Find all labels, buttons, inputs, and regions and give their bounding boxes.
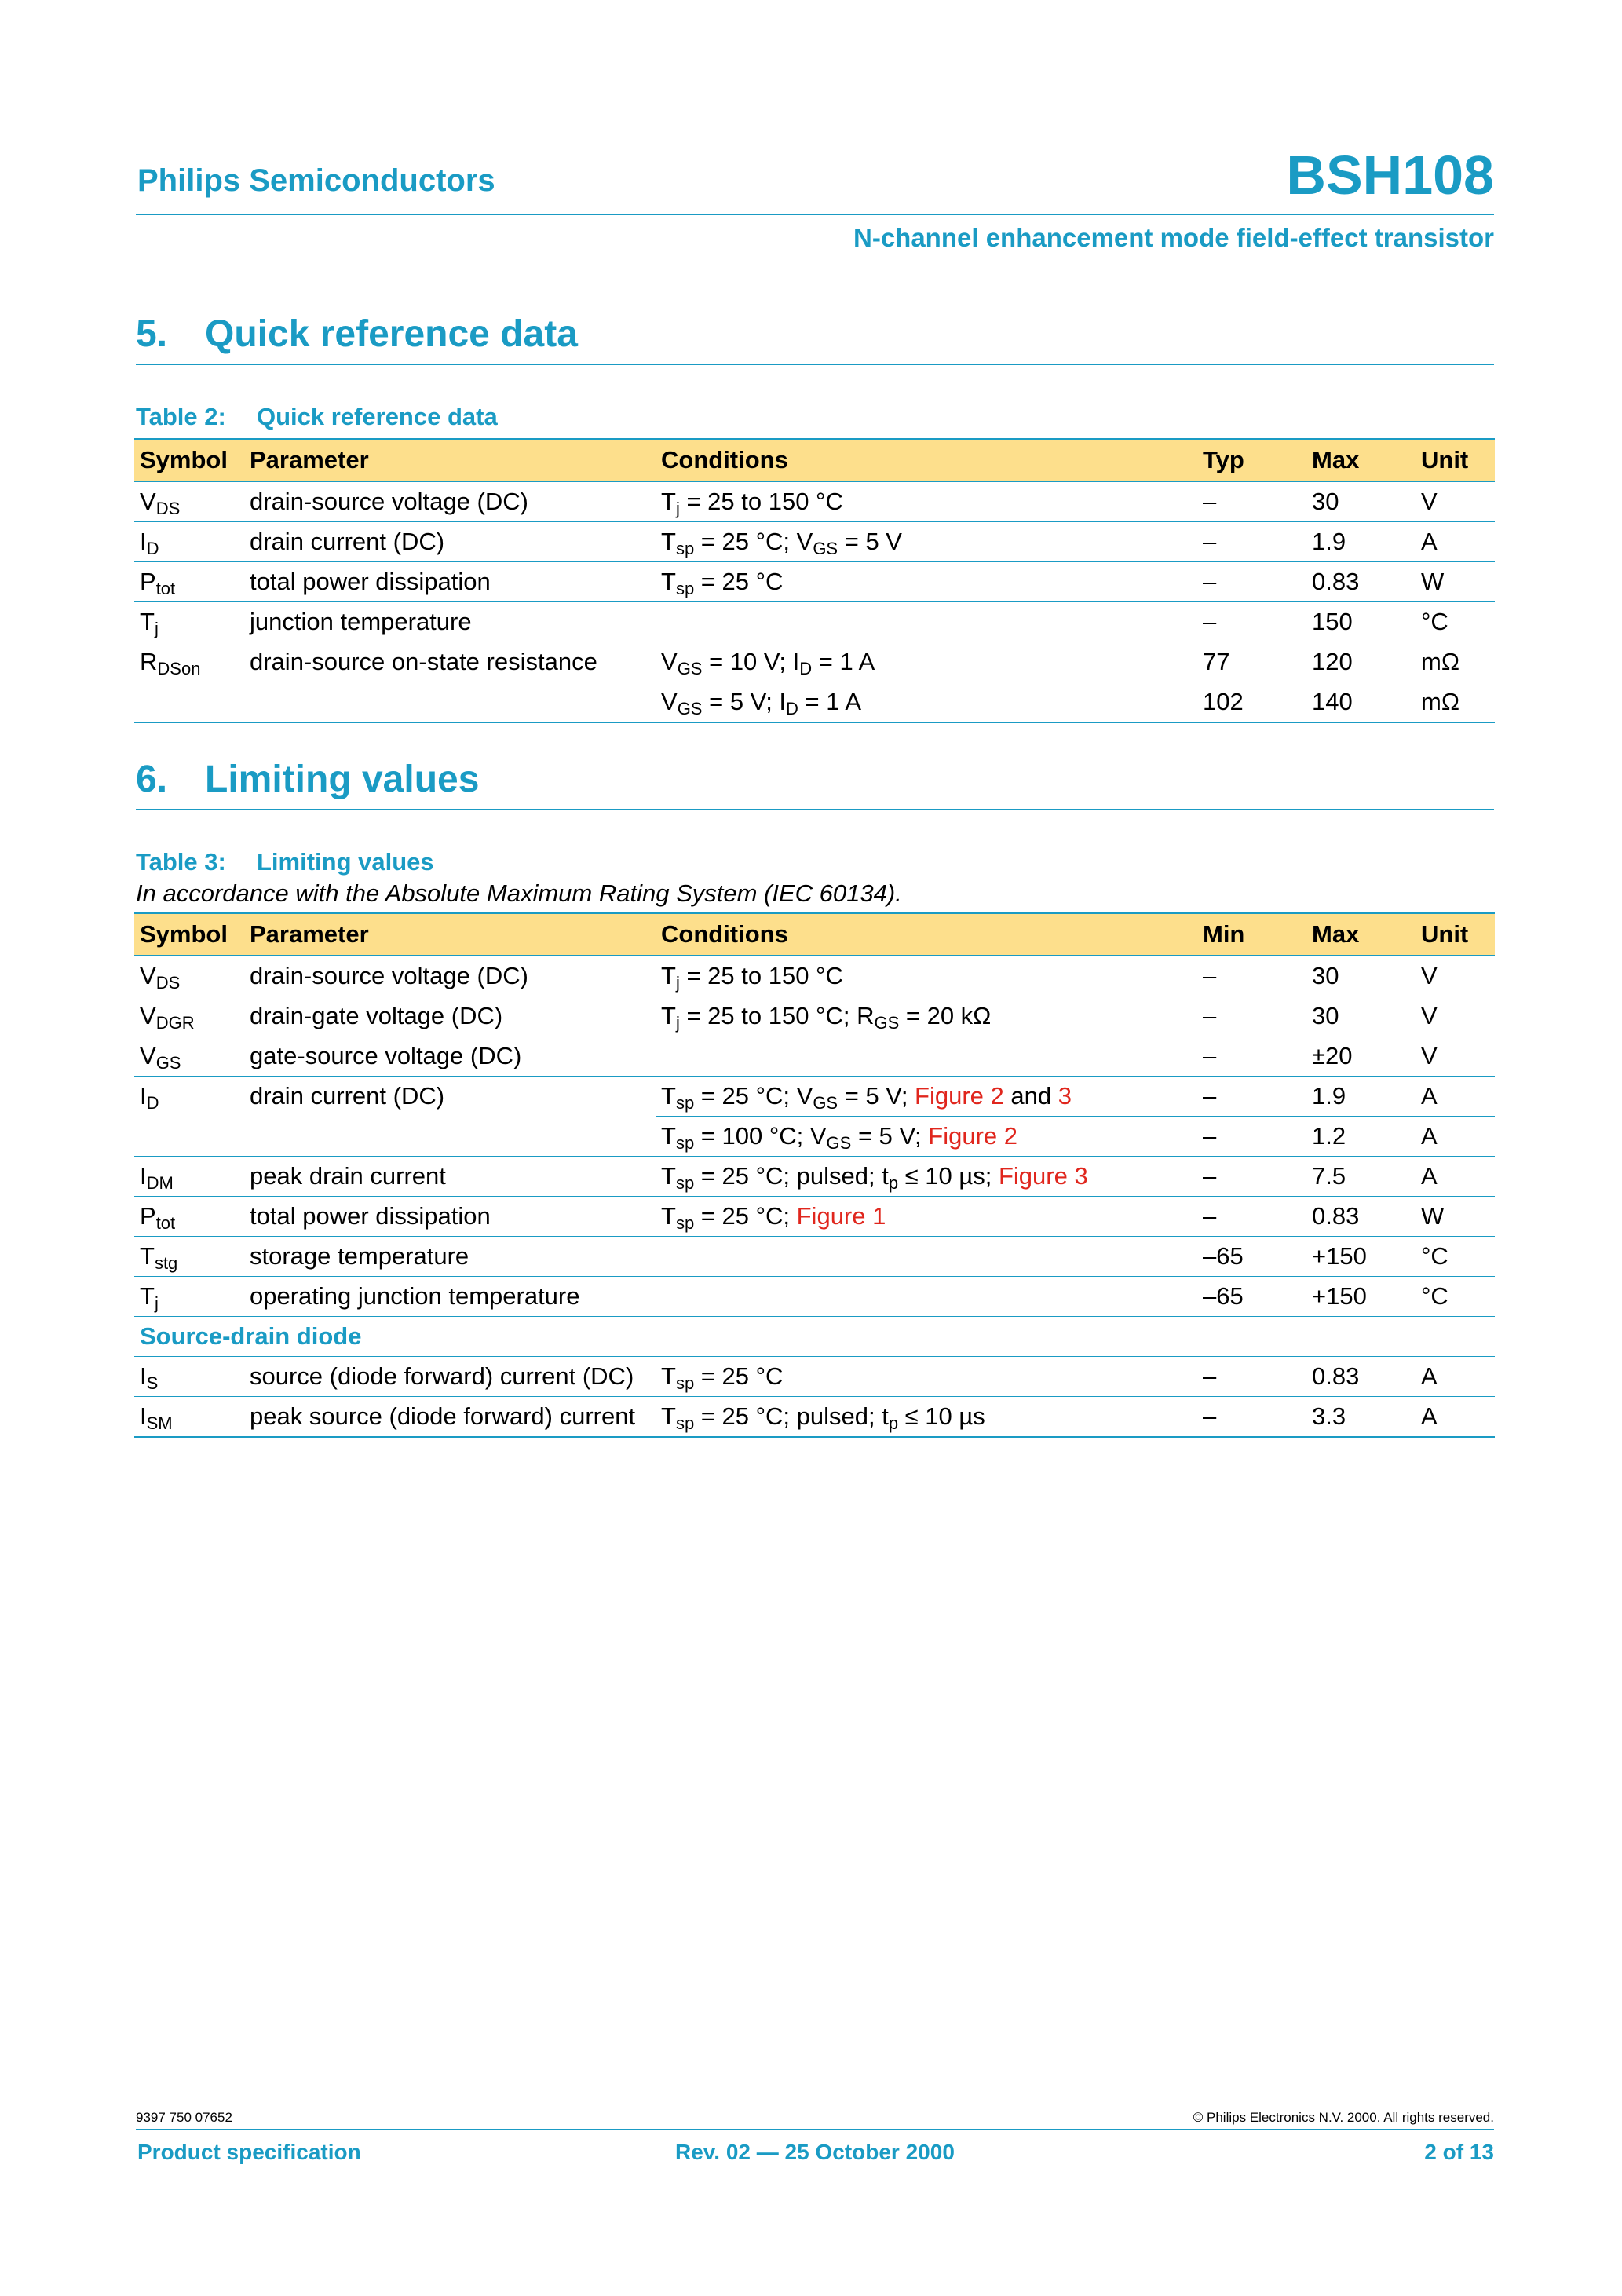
parameter-cell: operating junction temperature: [244, 1277, 656, 1317]
section-heading: [136, 758, 1494, 801]
typ-cell: –: [1197, 481, 1306, 522]
col-header: Symbol: [134, 439, 244, 481]
table-row: [134, 1036, 1495, 1077]
min-cell: –: [1197, 1357, 1306, 1397]
conditions-cell: $T_j = 25$ to 150 °C: [656, 956, 1197, 996]
table-caption-title: Quick reference data: [257, 403, 498, 430]
col-header: Conditions: [656, 913, 1197, 956]
conditions-cell: $T_{sp} = 25$ °C; pulsed; $t_p \le 10$ µs; Figure 3: [656, 1157, 1197, 1197]
conditions-cell: $T_{sp} = 25$ °C; $V_{GS} = 5$ V: [656, 522, 1197, 562]
col-header: Unit: [1416, 913, 1495, 956]
col-header: Conditions: [656, 439, 1197, 481]
max-cell: 150: [1306, 602, 1416, 642]
symbol-cell: $I_{DM}$: [134, 1157, 244, 1197]
figure-link[interactable]: Figure 1: [796, 1202, 886, 1230]
symbol-cell: $R_{DSon}$: [140, 648, 201, 679]
parameter-cell: [244, 1117, 656, 1157]
col-header: Max: [1306, 913, 1416, 956]
table-row: [134, 956, 1495, 996]
section-number: 6.: [136, 759, 168, 800]
min-cell: –: [1197, 1036, 1306, 1077]
table-header-row: [134, 913, 1495, 956]
col-header: Min: [1197, 913, 1306, 956]
max-cell: 0.83: [1306, 1197, 1416, 1237]
parameter-cell: peak source (diode forward) current: [244, 1397, 656, 1438]
table-row: [134, 602, 1495, 642]
copyright: © Philips Electronics N.V. 2000. All rights reserved.: [1193, 2110, 1494, 2125]
footer-rule: [136, 2129, 1494, 2130]
symbol-cell: $T_{stg}$: [134, 1237, 244, 1277]
table-row: [134, 682, 1495, 723]
table-header-row: [134, 439, 1495, 481]
table-row: [134, 481, 1495, 522]
typ-cell: –: [1197, 522, 1306, 562]
section-number: 5.: [136, 313, 168, 355]
table-row: [134, 1277, 1495, 1317]
min-cell: –: [1197, 1197, 1306, 1237]
max-cell: ±20: [1306, 1036, 1416, 1077]
conditions-cell: $T_j = 25$ to 150 °C: [656, 481, 1197, 522]
typ-cell: –: [1197, 562, 1306, 602]
parameter-cell: gate-source voltage (DC): [244, 1036, 656, 1077]
parameter-cell: storage temperature: [244, 1237, 656, 1277]
unit-cell: °C: [1416, 1237, 1495, 1277]
symbol-cell: [134, 682, 244, 723]
min-cell: –: [1197, 956, 1306, 996]
conditions-cell: $T_{sp} = 25$ °C; $V_{GS} = 5$ V; Figure 2 and 3: [656, 1077, 1197, 1117]
max-cell: 1.2: [1306, 1117, 1416, 1157]
figure-link[interactable]: Figure 3: [998, 1162, 1088, 1190]
parameter-cell: drain-source on-state resistance: [250, 648, 597, 676]
unit-cell: mΩ: [1416, 682, 1495, 723]
conditions-cell: [656, 1277, 1197, 1317]
symbol-cell: $V_{DS}$: [134, 956, 244, 996]
col-header: Max: [1306, 439, 1416, 481]
table-group-row: [134, 1317, 1495, 1357]
max-cell: 0.83: [1306, 1357, 1416, 1397]
conditions-cell: $V_{GS} = 5$ V; $I_D = 1$ A: [656, 682, 1197, 723]
table-row: [134, 1077, 1495, 1117]
max-cell: 140: [1306, 682, 1416, 723]
table-row: [134, 522, 1495, 562]
conditions-cell: $T_{sp} = 25$ °C: [656, 562, 1197, 602]
symbol-cell: $T_j$: [134, 1277, 244, 1317]
figure-link[interactable]: Figure 2: [928, 1122, 1018, 1150]
unit-cell: V: [1416, 481, 1495, 522]
symbol-cell: $V_{GS}$: [134, 1036, 244, 1077]
document-type: Product specification: [137, 2140, 361, 2164]
section-heading: [136, 313, 1494, 356]
table-note: In accordance with the Absolute Maximum Rating System (IEC 60134).: [136, 879, 902, 907]
symbol-cell: $T_j$: [134, 602, 244, 642]
unit-cell: mΩ: [1416, 642, 1495, 682]
table2-caption: [136, 403, 498, 431]
min-cell: –: [1197, 1397, 1306, 1438]
conditions-cell: $T_{sp} = 25$ °C; Figure 1: [656, 1197, 1197, 1237]
table-caption-title: Limiting values: [257, 848, 434, 876]
parameter-cell: drain-source voltage (DC): [244, 956, 656, 996]
group-label: Source-drain diode: [134, 1317, 1495, 1357]
limiting-values-table: [134, 912, 1495, 1438]
symbol-cell: $I_D$: [134, 522, 244, 562]
page-number: 2 of 13: [1424, 2140, 1494, 2164]
table-row: [134, 996, 1495, 1036]
table-row: [134, 562, 1495, 602]
unit-cell: A: [1416, 1357, 1495, 1397]
unit-cell: V: [1416, 956, 1495, 996]
unit-cell: A: [1416, 1117, 1495, 1157]
min-cell: –65: [1197, 1277, 1306, 1317]
conditions-cell: $T_{sp} = 100$ °C; $V_{GS} = 5$ V; Figure 2: [656, 1117, 1197, 1157]
unit-cell: V: [1416, 996, 1495, 1036]
revision: Rev. 02 — 25 October 2000: [675, 2140, 955, 2164]
symbol-cell: $P_{tot}$: [134, 1197, 244, 1237]
min-cell: –: [1197, 1077, 1306, 1117]
max-cell: 1.9: [1306, 1077, 1416, 1117]
symbol-cell: $I_S$: [134, 1357, 244, 1397]
parameter-cell: drain-gate voltage (DC): [244, 996, 656, 1036]
parameter-cell: junction temperature: [244, 602, 656, 642]
table-row: [134, 642, 1495, 682]
max-cell: +150: [1306, 1237, 1416, 1277]
max-cell: 3.3: [1306, 1397, 1416, 1438]
table3-caption: [136, 848, 434, 876]
min-cell: –: [1197, 996, 1306, 1036]
unit-cell: A: [1416, 522, 1495, 562]
max-cell: 7.5: [1306, 1157, 1416, 1197]
table-caption-label: Table 2:: [136, 403, 226, 430]
table-row: [134, 1117, 1495, 1157]
typ-cell: 102: [1197, 682, 1306, 723]
min-cell: –: [1197, 1117, 1306, 1157]
table-caption-label: Table 3:: [136, 848, 226, 876]
section-title: Quick reference data: [205, 313, 578, 355]
max-cell: 30: [1306, 996, 1416, 1036]
parameter-cell: total power dissipation: [244, 1197, 656, 1237]
symbol-cell: [134, 1117, 244, 1157]
unit-cell: A: [1416, 1397, 1495, 1438]
symbol-cell: $V_{DGR}$: [134, 996, 244, 1036]
document-number: 9397 750 07652: [136, 2110, 232, 2125]
quick-reference-table: [134, 438, 1495, 723]
unit-cell: W: [1416, 1197, 1495, 1237]
max-cell: 120: [1306, 642, 1416, 682]
part-number: BSH108: [1286, 144, 1494, 206]
company-name: Philips Semiconductors: [137, 163, 495, 198]
col-header: Symbol: [134, 913, 244, 956]
parameter-cell: peak drain current: [244, 1157, 656, 1197]
max-cell: 0.83: [1306, 562, 1416, 602]
conditions-cell: [656, 602, 1197, 642]
parameter-cell: [244, 682, 656, 723]
unit-cell: W: [1416, 562, 1495, 602]
parameter-cell: drain current (DC): [244, 522, 656, 562]
section-limiting-values: [136, 758, 1494, 810]
symbol-cell: $P_{tot}$: [134, 562, 244, 602]
max-cell: +150: [1306, 1277, 1416, 1317]
conditions-cell: $V_{GS} = 10$ V; $I_D = 1$ A: [656, 642, 1197, 682]
unit-cell: V: [1416, 1036, 1495, 1077]
conditions-cell: [656, 1237, 1197, 1277]
figure-link[interactable]: 3: [1058, 1082, 1072, 1110]
parameter-cell: total power dissipation: [244, 562, 656, 602]
parameter-cell: source (diode forward) current (DC): [244, 1357, 656, 1397]
min-cell: –65: [1197, 1237, 1306, 1277]
typ-cell: 77: [1197, 642, 1306, 682]
col-header: Typ: [1197, 439, 1306, 481]
table-row: [134, 1157, 1495, 1197]
symbol-cell: $I_D$: [140, 1082, 159, 1113]
figure-link[interactable]: Figure 2: [915, 1082, 1004, 1110]
unit-cell: °C: [1416, 1277, 1495, 1317]
max-cell: 1.9: [1306, 522, 1416, 562]
table-row: [134, 1197, 1495, 1237]
col-header: Parameter: [244, 913, 656, 956]
conditions-cell: $T_{sp} = 25$ °C: [656, 1357, 1197, 1397]
section-title: Limiting values: [205, 759, 480, 800]
max-cell: 30: [1306, 956, 1416, 996]
conditions-cell: $T_j = 25$ to 150 °C; $R_{GS} = 20$ kΩ: [656, 996, 1197, 1036]
conditions-cell: $T_{sp} = 25$ °C; pulsed; $t_p \le 10$ µs: [656, 1397, 1197, 1438]
unit-cell: °C: [1416, 602, 1495, 642]
unit-cell: A: [1416, 1077, 1495, 1117]
header-rule: [136, 214, 1494, 215]
table-row: [134, 1357, 1495, 1397]
conditions-cell: [656, 1036, 1197, 1077]
table-row: [134, 1237, 1495, 1277]
parameter-cell: drain current (DC): [250, 1082, 445, 1110]
section-quick-reference: [136, 313, 1494, 365]
symbol-cell: $V_{DS}$: [134, 481, 244, 522]
table-row: [134, 1397, 1495, 1438]
col-header: Unit: [1416, 439, 1495, 481]
unit-cell: A: [1416, 1157, 1495, 1197]
col-header: Parameter: [244, 439, 656, 481]
min-cell: –: [1197, 1157, 1306, 1197]
max-cell: 30: [1306, 481, 1416, 522]
typ-cell: –: [1197, 602, 1306, 642]
parameter-cell: drain-source voltage (DC): [244, 481, 656, 522]
symbol-cell: $I_{SM}$: [134, 1397, 244, 1438]
document-subtitle: N-channel enhancement mode field-effect transistor: [853, 223, 1494, 252]
